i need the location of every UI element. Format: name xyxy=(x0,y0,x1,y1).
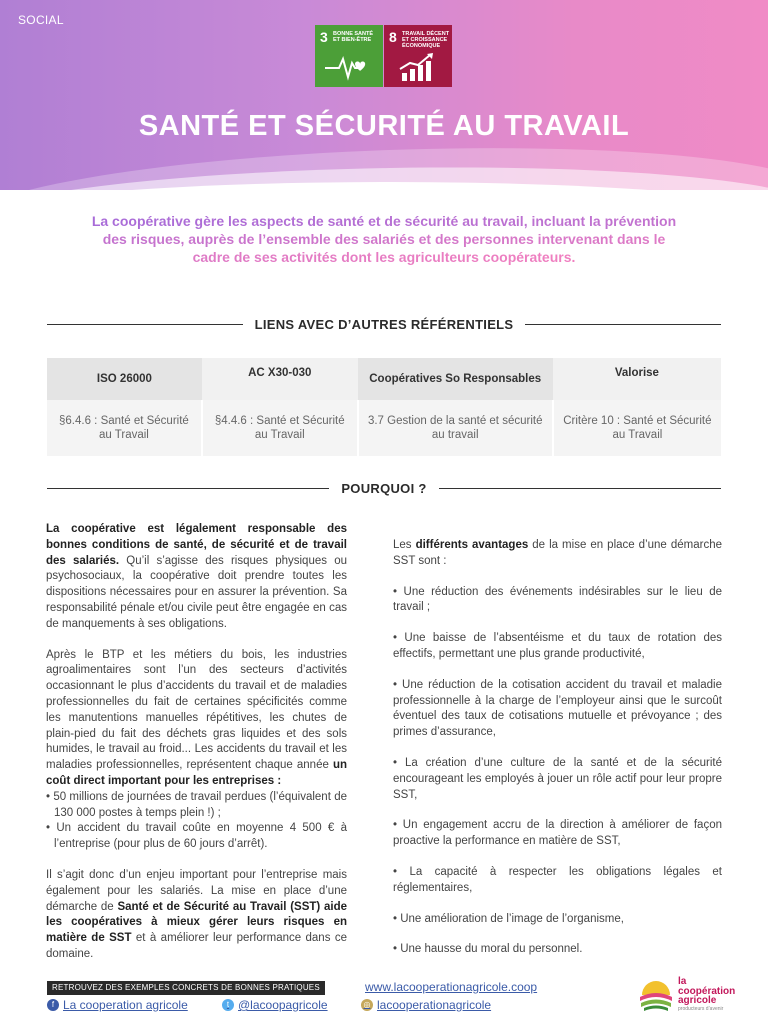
paragraph xyxy=(46,868,347,963)
twitter-label: @lacoopagricole xyxy=(238,998,328,1012)
sdg-number: 3 xyxy=(320,29,328,45)
table-cell: 3.7 Gestion de la santé et sécurité au travail xyxy=(358,400,553,456)
sdg-8-badge xyxy=(384,25,452,87)
sdg-3-badge xyxy=(315,25,383,87)
page-title: SANTÉ ET SÉCURITÉ AU TRAVAIL xyxy=(138,110,630,142)
intro-statement: La coopérative gère les aspects de santé et de sécurité au travail, incluant la prévention des risques, auprès de l’ensemble des salariés et des personnes intervenant dans le cadre de ses activités dont les agriculteurs coopérateurs. xyxy=(91,213,677,265)
instagram-label: lacooperationagricole xyxy=(377,998,492,1012)
bold-text: différents avantages xyxy=(415,539,529,551)
list-item: • Un accident du travail coûte en moyenne 4 500 € à l’entreprise (pour plus de 60 jours d’arrêt). xyxy=(46,822,347,851)
paragraph xyxy=(46,648,347,790)
section-tag: SOCIAL xyxy=(18,13,64,27)
divider-line xyxy=(47,488,329,489)
list-item: • Une réduction des événements indésirables sur le lieu de travail ; xyxy=(393,585,722,614)
facebook-icon: f xyxy=(47,999,59,1011)
table-header-cell: Valorise xyxy=(553,358,721,400)
logo-line: la xyxy=(678,976,687,987)
refs-heading-label: LIENS AVEC D’AUTRES RÉFÉRENTIELS xyxy=(254,316,514,332)
intro-text xyxy=(90,212,678,266)
list-item: • Une amélioration de l’image de l’organisme, xyxy=(393,912,624,925)
twitter-icon: t xyxy=(222,999,234,1011)
logo-line: agricole xyxy=(678,995,717,1006)
table-header-cell: ISO 26000 xyxy=(47,358,202,400)
text: et à améliorer leur performance dans ce domaine. xyxy=(46,932,347,960)
logo-line: coopération xyxy=(678,985,736,997)
logo-tagline: producteurs d’avenir xyxy=(678,1006,724,1012)
growth-chart-icon xyxy=(394,53,444,83)
pourquoi-heading-label: POURQUOI ? xyxy=(341,480,427,496)
list-item: • Une réduction de la cotisation accident du travail et maladie professionnelle à la charge de l’employeur ainsi que le surcoût éventuel des taux de cotisations mutuelle et prévoyance ; des primes d’assurance, xyxy=(393,678,722,739)
logo-text xyxy=(678,977,735,1006)
list-item: • La capacité à respecter les obligations légales et réglementaires, xyxy=(393,865,722,894)
instagram-link[interactable] xyxy=(361,998,491,1012)
table-cell: §6.4.6 : Santé et Sécurité au Travail xyxy=(47,400,202,456)
bold-text: Santé et de Sécurité au Travail (SST) aide les coopératives à mieux gérer leurs risques en matière de SST xyxy=(46,900,347,945)
pourquoi-heading xyxy=(47,478,721,498)
divider-line xyxy=(47,324,243,325)
paragraph xyxy=(393,538,722,570)
header-band xyxy=(0,0,768,190)
cooperation-agricole-logo xyxy=(638,975,748,1015)
right-column xyxy=(393,538,722,973)
twitter-link[interactable] xyxy=(222,998,328,1012)
table-header-cell: Coopératives So Responsables xyxy=(358,358,553,400)
paragraph xyxy=(46,522,347,633)
list-item: • Une hausse du moral du personnel. xyxy=(393,943,583,956)
text: Après le BTP et les métiers du bois, les industries agroalimentaires sont l’un des secteurs d’activités occasionnant le plus d’accidents du travail et de maladies professionnelles du fait de certaines spécificités comme les manutentions manuelles répétitives, les chutes de plain-pied du fait des déchets gras liquides et des sols humides, le travail au froid... Les accidents du travail et les maladies professionnelles, représentent chaque année xyxy=(46,648,347,772)
table-cell: Critère 10 : Santé et Sécurité au Travail xyxy=(553,400,721,456)
text: Qu’il s’agisse des risques physiques ou psychosociaux, la coopérative doit prendre toutes les dispositions nécessaires pour en assurer la prévention. Sa responsabilité pénale et/ou civile peut être engagée en cas de manquements à ses obligations. xyxy=(46,554,347,630)
instagram-icon: ◎ xyxy=(361,999,373,1011)
facebook-link[interactable] xyxy=(47,998,188,1012)
text: Il s’agit donc d’un enjeu important pour l’entreprise mais également pour les salariés. La mise en place d’une démarche de xyxy=(46,868,347,913)
bold-text: un coût direct important pour les entreprises : xyxy=(46,759,347,787)
table-header-row xyxy=(47,358,721,400)
sdg-number: 8 xyxy=(389,29,397,45)
divider-line xyxy=(525,324,721,325)
table-cell: §4.4.6 : Santé et Sécurité au Travail xyxy=(202,400,358,456)
sdg-label: BONNE SANTÉ ET BIEN-ÊTRE xyxy=(333,31,374,43)
list-item: • La création d’une culture de la santé et de la sécurité encourageant les employés à jouer un rôle actif pour leur propre SST, xyxy=(393,756,722,801)
references-table xyxy=(47,358,721,456)
divider-line xyxy=(439,488,721,489)
bold-text: La coopérative est légalement responsable des bonnes conditions de santé, de sécurité et de travail des salariés. xyxy=(46,523,347,567)
footer-banner: RETROUVEZ DES EXEMPLES CONCRETS DE BONNES PRATIQUES xyxy=(47,981,325,995)
heartbeat-icon xyxy=(325,53,375,81)
logo-emblem-icon xyxy=(638,977,674,1013)
text: de la mise en place d’une démarche SST sont : xyxy=(393,539,722,567)
facebook-label: La cooperation agricole xyxy=(63,998,188,1012)
list-item: • 50 millions de journées de travail perdues (l’équivalent de 130 000 postes à temps plein !) ; xyxy=(46,790,347,819)
table-row xyxy=(47,400,721,456)
sdg-label: TRAVAIL DÉCENT ET CROISSANCE ÉCONOMIQUE xyxy=(402,31,450,49)
refs-heading xyxy=(47,314,721,334)
text: Les xyxy=(393,539,416,551)
website-link[interactable]: www.lacooperationagricole.coop xyxy=(365,980,538,994)
list-item: • Un engagement accru de la direction à améliorer de façon proactive la performance en matière de SST, xyxy=(393,819,722,848)
table-header-cell: AC X30-030 xyxy=(202,358,358,400)
left-column xyxy=(46,522,347,978)
list-item: • Une baisse de l’absentéisme et du taux de rotation des effectifs, permettant une plus grande productivité, xyxy=(393,632,722,660)
